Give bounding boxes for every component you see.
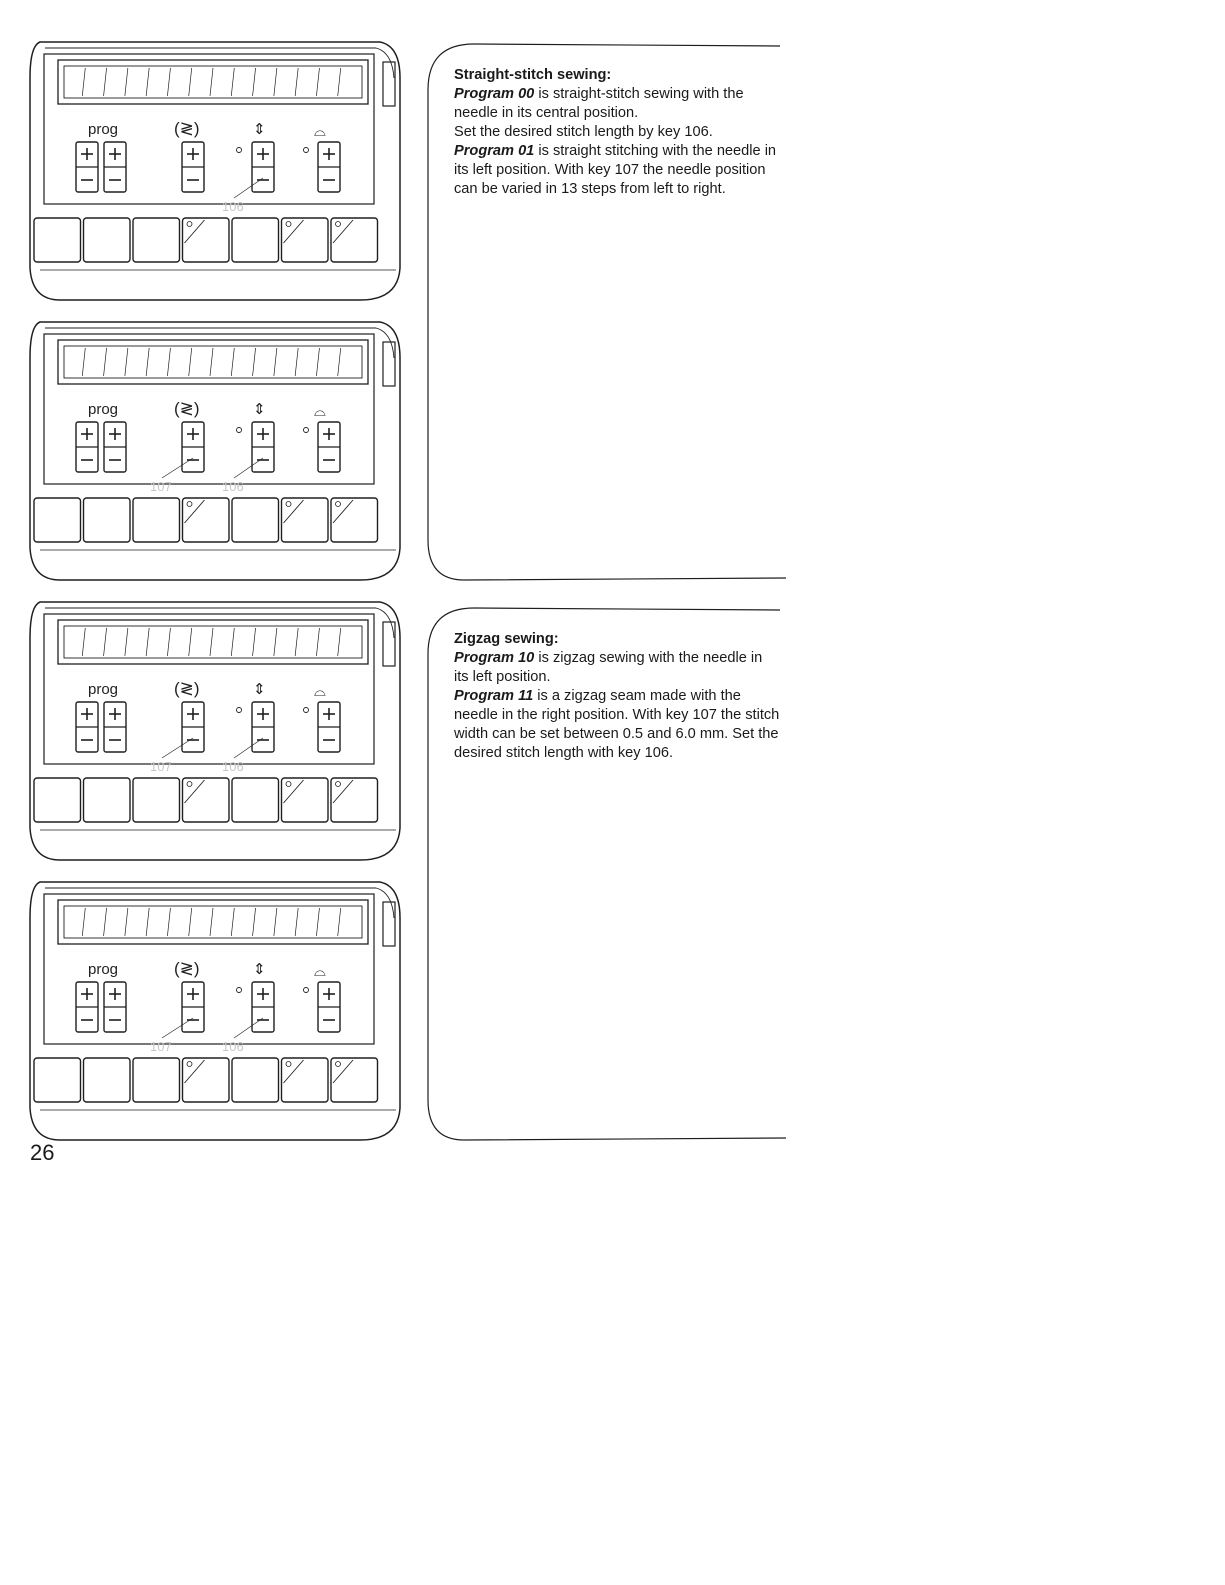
zigzag-section <box>424 604 792 1144</box>
function-button[interactable] <box>232 1058 279 1102</box>
position-key[interactable] <box>252 142 274 192</box>
prog-units-key[interactable] <box>104 142 126 192</box>
needle-position-icon: ⇕ <box>253 401 266 418</box>
function-button[interactable] <box>282 498 329 542</box>
key-number-label: 107 <box>150 1039 172 1054</box>
side-indicator <box>383 342 395 386</box>
function-button[interactable] <box>183 498 230 542</box>
function-button[interactable] <box>232 498 279 542</box>
control-panel-illustrations <box>0 0 420 1200</box>
paragraph-program-01: Program 01 is straight stitching with the needle in its left position. With key 107 the needle position can be varied in 13 steps from left to right. <box>454 143 777 197</box>
section-heading: Straight-stitch sewing: <box>454 67 612 83</box>
paragraph-program-00: Program 00 is straight-stitch sewing with the needle in its central position. <box>454 86 744 121</box>
width-key[interactable] <box>182 702 204 752</box>
stitch-length-icon: ⌓ <box>314 403 326 420</box>
prog-tens-key[interactable] <box>76 422 98 472</box>
function-button[interactable] <box>133 218 180 262</box>
function-button[interactable] <box>183 218 230 262</box>
width-key[interactable] <box>182 142 204 192</box>
function-button[interactable] <box>331 498 378 542</box>
control-panel <box>0 38 420 318</box>
function-button[interactable] <box>84 778 131 822</box>
key-number-label: 107 <box>150 479 172 494</box>
position-key[interactable] <box>252 702 274 752</box>
function-button[interactable] <box>331 218 378 262</box>
paragraph-program-10: Program 10 is zigzag sewing with the needle in its left position. <box>454 650 763 685</box>
position-key[interactable] <box>252 982 274 1032</box>
side-indicator <box>383 622 395 666</box>
key-number-label: 106 <box>222 759 244 774</box>
side-indicator <box>383 62 395 106</box>
prog-tens-key[interactable] <box>76 142 98 192</box>
prog-label: prog <box>88 121 119 138</box>
position-key[interactable] <box>252 422 274 472</box>
needle-position-icon: ⇕ <box>253 121 266 138</box>
key-number-label: 106 <box>222 199 244 214</box>
function-button[interactable] <box>331 1058 378 1102</box>
prog-label: prog <box>88 961 119 978</box>
key-number-label: 106 <box>222 1039 244 1054</box>
zigzag-width-icon: (≷) <box>174 679 200 698</box>
function-button[interactable] <box>232 778 279 822</box>
prog-tens-key[interactable] <box>76 702 98 752</box>
zigzag-width-icon: (≷) <box>174 959 200 978</box>
function-button[interactable] <box>282 778 329 822</box>
prog-units-key[interactable] <box>104 702 126 752</box>
function-button[interactable] <box>34 218 81 262</box>
lcd-display <box>58 340 368 384</box>
paragraph-stitch-length: Set the desired stitch length by key 106. <box>454 124 713 140</box>
control-panel <box>0 318 420 598</box>
function-button[interactable] <box>84 498 131 542</box>
key-number-label: 107 <box>150 759 172 774</box>
prog-tens-key[interactable] <box>76 982 98 1032</box>
zigzag-width-icon: (≷) <box>174 399 200 418</box>
lcd-display <box>58 900 368 944</box>
length-key[interactable] <box>318 982 340 1032</box>
function-button[interactable] <box>282 218 329 262</box>
function-button[interactable] <box>34 778 81 822</box>
prog-units-key[interactable] <box>104 982 126 1032</box>
paragraph-program-11: Program 11 is a zigzag seam made with the needle in the right position. With key 107 the stitch width can be set between 0.5 and 6.0 mm. Set the desired stitch length with key 106. <box>454 688 780 761</box>
function-button[interactable] <box>232 218 279 262</box>
function-button[interactable] <box>34 1058 81 1102</box>
straight-stitch-section <box>424 40 792 585</box>
control-panel <box>0 878 420 1158</box>
function-button[interactable] <box>133 778 180 822</box>
section-heading: Zigzag sewing: <box>454 631 559 647</box>
stitch-length-icon: ⌓ <box>314 963 326 980</box>
control-panel <box>0 598 420 878</box>
prog-label: prog <box>88 681 119 698</box>
side-indicator <box>383 902 395 946</box>
page-number: 26 <box>30 1140 55 1165</box>
function-button[interactable] <box>282 1058 329 1102</box>
needle-position-icon: ⇕ <box>253 681 266 698</box>
prog-label: prog <box>88 401 119 418</box>
stitch-length-icon: ⌓ <box>314 683 326 700</box>
stitch-length-icon: ⌓ <box>314 123 326 140</box>
function-button[interactable] <box>133 1058 180 1102</box>
function-button[interactable] <box>133 498 180 542</box>
length-key[interactable] <box>318 702 340 752</box>
width-key[interactable] <box>182 422 204 472</box>
function-button[interactable] <box>34 498 81 542</box>
function-button[interactable] <box>84 1058 131 1102</box>
length-key[interactable] <box>318 422 340 472</box>
length-key[interactable] <box>318 142 340 192</box>
function-button[interactable] <box>183 1058 230 1102</box>
prog-units-key[interactable] <box>104 422 126 472</box>
key-number-label: 106 <box>222 479 244 494</box>
function-button[interactable] <box>183 778 230 822</box>
width-key[interactable] <box>182 982 204 1032</box>
lcd-display <box>58 60 368 104</box>
lcd-display <box>58 620 368 664</box>
needle-position-icon: ⇕ <box>253 961 266 978</box>
function-button[interactable] <box>331 778 378 822</box>
zigzag-width-icon: (≷) <box>174 119 200 138</box>
function-button[interactable] <box>84 218 131 262</box>
